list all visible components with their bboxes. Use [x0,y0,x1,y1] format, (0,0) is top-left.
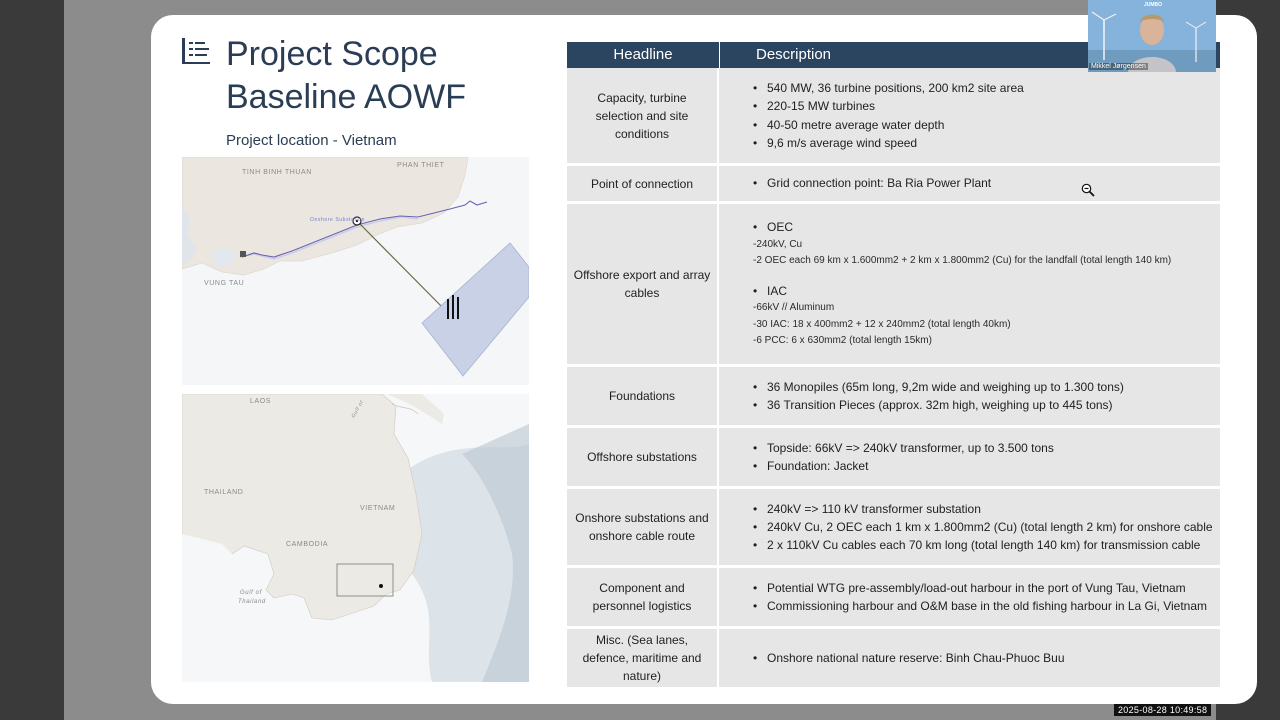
label-vietnam: VIETNAM [360,505,396,512]
bullet-item-iac: • IAC [753,282,1220,300]
project-location-map-graphic [182,157,529,385]
label-binh-thuan: TINH BINH THUAN [242,169,312,176]
zoom-out-icon[interactable] [1081,183,1095,197]
bullet-item: • Topside: 66kV => 240kV transformer, up to 3.500 tons [753,439,1220,457]
sub-item: -2 OEC each 69 km x 1.600mm2 + 2 km x 1.800mm2 (Cu) for the landfall (total length 140 km) [753,255,1172,267]
sub-item: -66kV // Aluminum [753,302,835,314]
table-row [567,367,1220,428]
row-description [719,489,1220,565]
header-headline: Headline [567,42,720,68]
recording-timestamp: 2025-08-28 10:49:58 [1114,704,1211,716]
row-headline: Onshore substations and onshore cable route [567,489,719,565]
label-thailand: THAILAND [204,489,244,496]
row-description [719,428,1220,486]
bullet-item: • Grid connection point: Ba Ria Power Plant [753,174,1220,192]
row-headline: Point of connection [567,166,719,201]
table-row [567,428,1220,489]
bullet-item: • Foundation: Jacket [753,457,1220,475]
label-onshore-substation: Onshore Substation [310,217,365,223]
presentation-slide [151,15,1257,704]
label-vung-tau: VUNG TAU [204,280,245,287]
bullet-item-oec: • OEC [753,218,1220,236]
webcam-scene [1088,0,1216,72]
bullet-item: • 36 Transition Pieces (approx. 32m high, weighing up to 445 tons) [753,396,1220,414]
bullet-item: • 40-50 metre average water depth [753,116,1220,134]
row-description [719,367,1220,425]
bullet-item: • Onshore national nature reserve: Binh Chau-Phuoc Buu [753,649,1220,667]
bullet-item: • 220-15 MW turbines [753,97,1220,115]
header-description: Description [756,46,832,63]
label-gulf-of-thailand-1: Gulf of [240,590,262,596]
title-line-1: Project Scope [226,35,438,73]
title-line-2: Baseline AOWF [226,78,466,116]
project-location-map [182,157,529,385]
bullet-item: • 240kV Cu, 2 OEC each 1 km x 1.800mm2 (Cu) (total length 2 km) for onshore cable [753,518,1220,536]
sub-item: -30 IAC: 18 x 400mm2 + 12 x 240mm2 (total length 40km) [753,318,1011,330]
label-phan-thiet: PHAN THIET [397,162,445,169]
table-row [567,68,1220,166]
row-description [719,629,1220,687]
row-description [719,166,1220,201]
sub-item: -240kV, Cu [753,238,803,250]
bullet-item: • 2 x 110kV Cu cables each 70 km long (total length 140 km) for transmission cable [753,536,1220,554]
row-description [719,68,1220,163]
label-gulf-of-tonkin: Gulf of [350,399,366,419]
bullet-item: • Potential WTG pre-assembly/load-out harbour in the port of Vung Tau, Vietnam [753,579,1220,597]
row-description [719,568,1220,626]
participant-name: Mikkel Jørgensen [1091,63,1146,70]
row-description [719,204,1220,364]
table-row [567,166,1220,204]
row-headline: Offshore substations [567,428,719,486]
slide-subtitle: Project location - Vietnam [226,132,397,149]
row-headline: Capacity, turbine selection and site conditions [567,68,719,163]
row-headline: Foundations [567,367,719,425]
region-overview-map [182,394,529,682]
webcam-thumbnail[interactable] [1088,0,1216,72]
row-headline: Component and personnel logistics [567,568,719,626]
label-cambodia: CAMBODIA [286,541,329,548]
bullet-item: • 540 MW, 36 turbine positions, 200 km2 site area [753,79,1220,97]
table-row [567,489,1220,568]
table-row [567,568,1220,629]
slide-title [226,33,466,119]
label-gulf-of-thailand-2: Thailand [238,599,266,605]
row-headline: Misc. (Sea lanes, defence, maritime and nature) [567,629,719,687]
list-icon [181,37,211,65]
webcam-logo: JUMBO [1144,2,1163,8]
screen-share-area [64,0,1216,720]
table-row [567,629,1220,687]
bullet-item: • 9,6 m/s average wind speed [753,134,1220,152]
region-overview-map-graphic [182,394,529,682]
bullet-item: • Commissioning harbour and O&M base in the old fishing harbour in La Gi, Vietnam [753,597,1220,615]
label-laos: LAOS [250,398,272,405]
sub-item: -6 PCC: 6 x 630mm2 (total length 15km) [753,335,932,347]
bullet-item: • 36 Monopiles (65m long, 9,2m wide and weighing up to 1.300 tons) [753,378,1220,396]
scope-table [567,42,1220,687]
row-headline: Offshore export and array cables [567,204,719,364]
bullet-item: • 240kV => 110 kV transformer substation [753,500,1220,518]
table-row [567,204,1220,367]
